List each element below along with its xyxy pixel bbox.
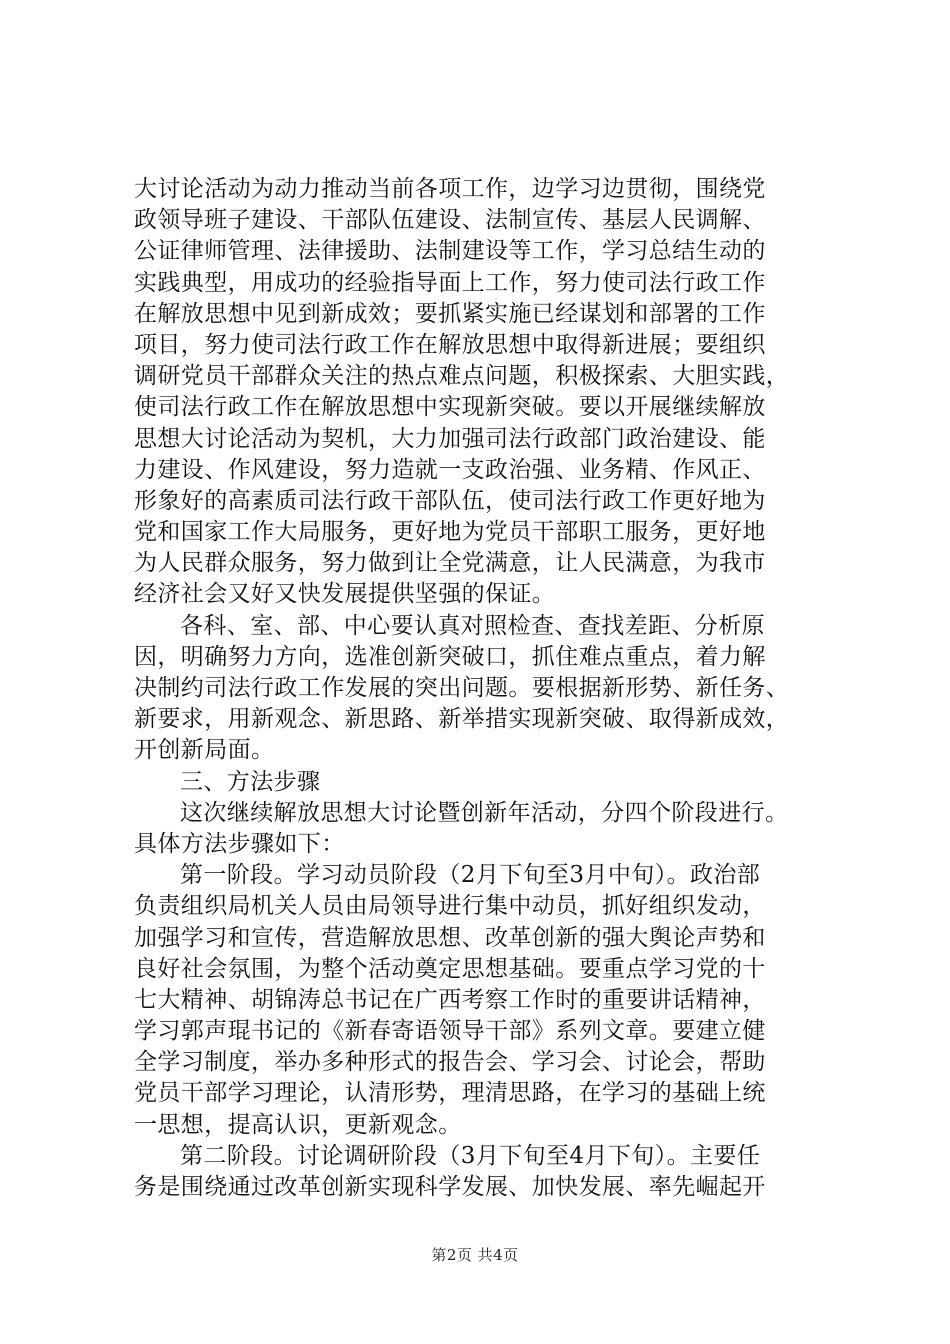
text-line: 务是围绕通过改革创新实现科学发展、加快发展、率先崛起开 (134, 1174, 766, 1200)
text-line: 因，明确努力方向，选准创新突破口，抓住难点重点，着力解 (134, 643, 766, 670)
text-line: 第二阶段。讨论调研阶段（3月下旬至4月下旬）。主要任 (180, 1142, 761, 1169)
text-line: 三、方法步骤 (180, 768, 321, 795)
text-line: 经济社会又好又快发展提供坚强的保证。 (134, 581, 556, 608)
text-line: 党员干部学习理论，认清形势，理清思路，在学习的基础上统 (134, 1080, 766, 1107)
text-line: 加强学习和宣传，营造解放思想、改革创新的强大舆论声势和 (134, 924, 766, 951)
text-line: 决制约司法行政工作发展的突出问题。要根据新形势、新任务、 (134, 675, 790, 701)
text-line: 为人民群众服务，努力做到让全党满意，让人民满意，为我市 (134, 550, 766, 577)
page-footer: 第2页 共4页 (431, 1246, 519, 1264)
text-line: 这次继续解放思想大讨论暨创新年活动，分四个阶段进行。 (180, 799, 789, 826)
text-line: 负责组织局机关人员由局领导进行集中动员，抓好组织发动， (134, 893, 766, 920)
text-line: 一思想，提高认识，更新观念。 (134, 1111, 462, 1138)
text-line: 调研党员干部群众关注的热点难点问题，积极探索、大胆实践， (134, 363, 790, 390)
text-line: 开创新局面。 (134, 737, 275, 764)
document-body (134, 174, 854, 1203)
text-line: 思想大讨论活动为契机，大力加强司法行政部门政治建设、能 (134, 425, 766, 452)
text-line: 使司法行政工作在解放思想中实现新突破。要以开展继续解放 (134, 394, 766, 421)
text-line: 实践典型，用成功的经验指导面上工作，努力使司法行政工作 (134, 269, 766, 296)
text-line: 大讨论活动为动力推动当前各项工作，边学习边贯彻，围绕党 (134, 176, 766, 202)
text-line: 新要求，用新观念、新思路、新举措实现新突破、取得新成效， (134, 706, 790, 733)
text-line: 力建设、作风建设，努力造就一支政治强、业务精、作风正、 (134, 456, 766, 483)
text-line: 全学习制度，举办多种形式的报告会、学习会、讨论会，帮助 (134, 1049, 766, 1076)
text-line: 七大精神、胡锦涛总书记在广西考察工作时的重要讲话精神， (134, 986, 766, 1013)
text-line: 项目，努力使司法行政工作在解放思想中取得新进展；要组织 (134, 331, 766, 358)
text-line: 形象好的高素质司法行政干部队伍，使司法行政工作更好地为 (134, 487, 766, 514)
text-line: 良好社会氛围，为整个活动奠定思想基础。要重点学习党的十 (134, 955, 766, 982)
text-line: 各科、室、部、中心要认真对照检查、查找差距、分析原 (180, 612, 765, 639)
text-line: 党和国家工作大局服务，更好地为党员干部职工服务，更好地 (134, 519, 766, 546)
text-line: 第一阶段。学习动员阶段（2月下旬至3月中旬）。政治部 (180, 862, 761, 889)
text-line: 学习郭声琨书记的《新春寄语领导干部》系列文章。要建立健 (134, 1018, 766, 1045)
text-line: 具体方法步骤如下： (134, 830, 345, 857)
text-line: 公证律师管理、法律援助、法制建设等工作，学习总结生动的 (134, 238, 766, 265)
text-line: 政领导班子建设、干部队伍建设、法制宣传、基层人民调解、 (134, 207, 766, 234)
text-line: 在解放思想中见到新成效；要抓紧实施已经谋划和部署的工作 (134, 300, 766, 327)
